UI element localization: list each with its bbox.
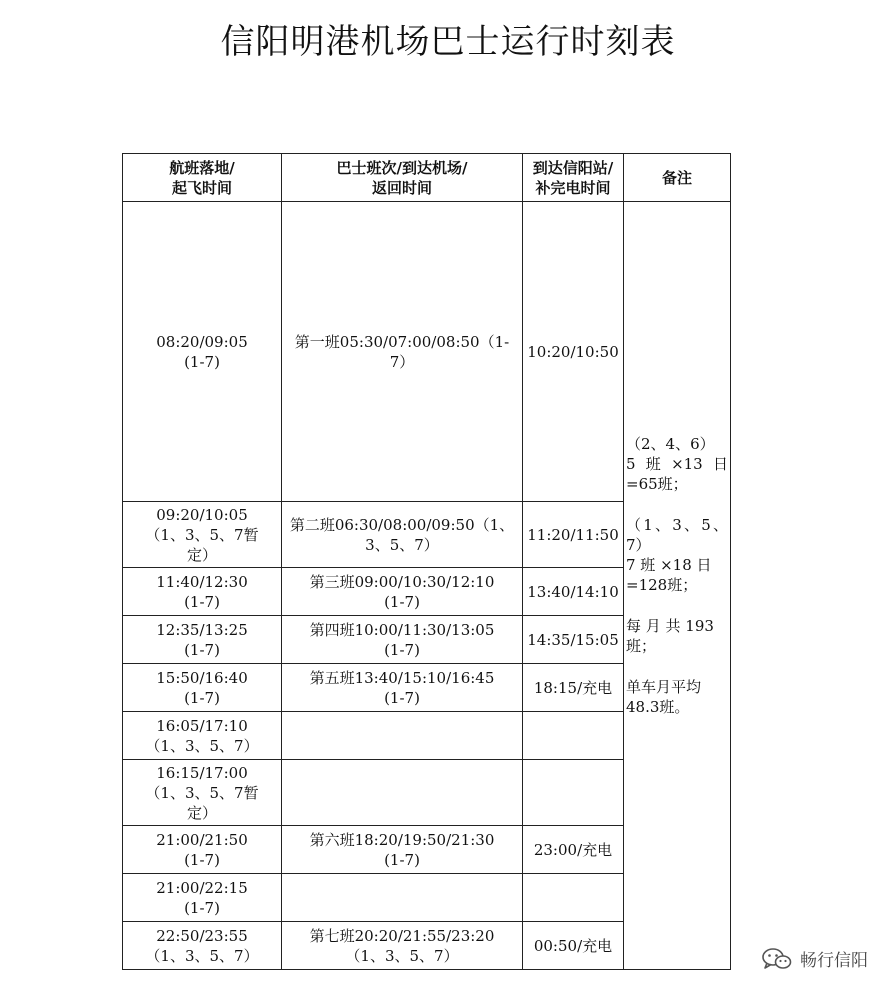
bus-schedule-cell: 第六班18:20/19:50/21:30 (1-7) bbox=[282, 826, 523, 874]
bus-schedule-cell bbox=[282, 760, 523, 826]
flight-time-cell: 12:35/13:25 (1-7) bbox=[123, 616, 282, 664]
arrival-time-cell: 10:20/10:50 bbox=[523, 202, 624, 502]
wechat-icon bbox=[762, 947, 792, 971]
note-paragraph: 单车月平均 48.3班。 bbox=[626, 677, 702, 716]
arrival-time-cell: 00:50/充电 bbox=[523, 922, 624, 970]
flight-time-cell: 21:00/21:50 (1-7) bbox=[123, 826, 282, 874]
bus-schedule-cell: 第七班20:20/21:55/23:20 （1、3、5、7） bbox=[282, 922, 523, 970]
bus-schedule-cell: 第二班06:30/08:00/09:50（1、 3、5、7） bbox=[282, 502, 523, 568]
flight-time-cell: 11:40/12:30 (1-7) bbox=[123, 568, 282, 616]
header-flight-time: 航班落地/ 起飞时间 bbox=[123, 154, 282, 202]
notes-cell bbox=[624, 202, 731, 970]
arrival-time-cell: 14:35/15:05 bbox=[523, 616, 624, 664]
arrival-time-cell: 11:20/11:50 bbox=[523, 502, 624, 568]
flight-time-cell: 08:20/09:05 (1-7) bbox=[123, 202, 282, 502]
bus-schedule-cell bbox=[282, 712, 523, 760]
flight-time-cell: 16:05/17:10 （1、3、5、7） bbox=[123, 712, 282, 760]
schedule-table bbox=[122, 153, 731, 970]
header-bus-schedule: 巴士班次/到达机场/ 返回时间 bbox=[282, 154, 523, 202]
note-paragraph: 每 月 共 193 班； bbox=[626, 616, 714, 655]
arrival-time-cell bbox=[523, 760, 624, 826]
flight-time-cell: 22:50/23:55 （1、3、5、7） bbox=[123, 922, 282, 970]
bus-schedule-cell: 第四班10:00/11:30/13:05 (1-7) bbox=[282, 616, 523, 664]
bus-schedule-cell: 第三班09:00/10:30/12:10 (1-7) bbox=[282, 568, 523, 616]
bus-schedule-cell: 第一班05:30/07:00/08:50（1- 7） bbox=[282, 202, 523, 502]
watermark-text: 畅行信阳 bbox=[800, 951, 868, 971]
arrival-time-cell bbox=[523, 712, 624, 760]
bus-schedule-cell: 第五班13:40/15:10/16:45 (1-7) bbox=[282, 664, 523, 712]
header-arrival-time: 到达信阳站/ 补完电时间 bbox=[523, 154, 624, 202]
arrival-time-cell bbox=[523, 874, 624, 922]
flight-time-cell: 16:15/17:00 （1、3、5、7暂 定） bbox=[123, 760, 282, 826]
flight-time-cell: 09:20/10:05 （1、3、5、7暂 定） bbox=[123, 502, 282, 568]
header-notes: 备注 bbox=[624, 154, 731, 202]
arrival-time-cell: 23:00/充电 bbox=[523, 826, 624, 874]
note-paragraph: （2、4、6） 5班×13日=65班； bbox=[626, 434, 728, 493]
arrival-time-cell: 13:40/14:10 bbox=[523, 568, 624, 616]
table-row bbox=[123, 202, 731, 502]
arrival-time-cell: 18:15/充电 bbox=[523, 664, 624, 712]
watermark bbox=[762, 946, 868, 971]
page-title: 信阳明港机场巴士运行时刻表 bbox=[220, 22, 676, 62]
header-row bbox=[123, 154, 731, 202]
flight-time-cell: 21:00/22:15 (1-7) bbox=[123, 874, 282, 922]
flight-time-cell: 15:50/16:40 (1-7) bbox=[123, 664, 282, 712]
note-paragraph: （1、3、5、7） 7 班 ×18 日 =128班； bbox=[626, 515, 728, 594]
bus-schedule-cell bbox=[282, 874, 523, 922]
